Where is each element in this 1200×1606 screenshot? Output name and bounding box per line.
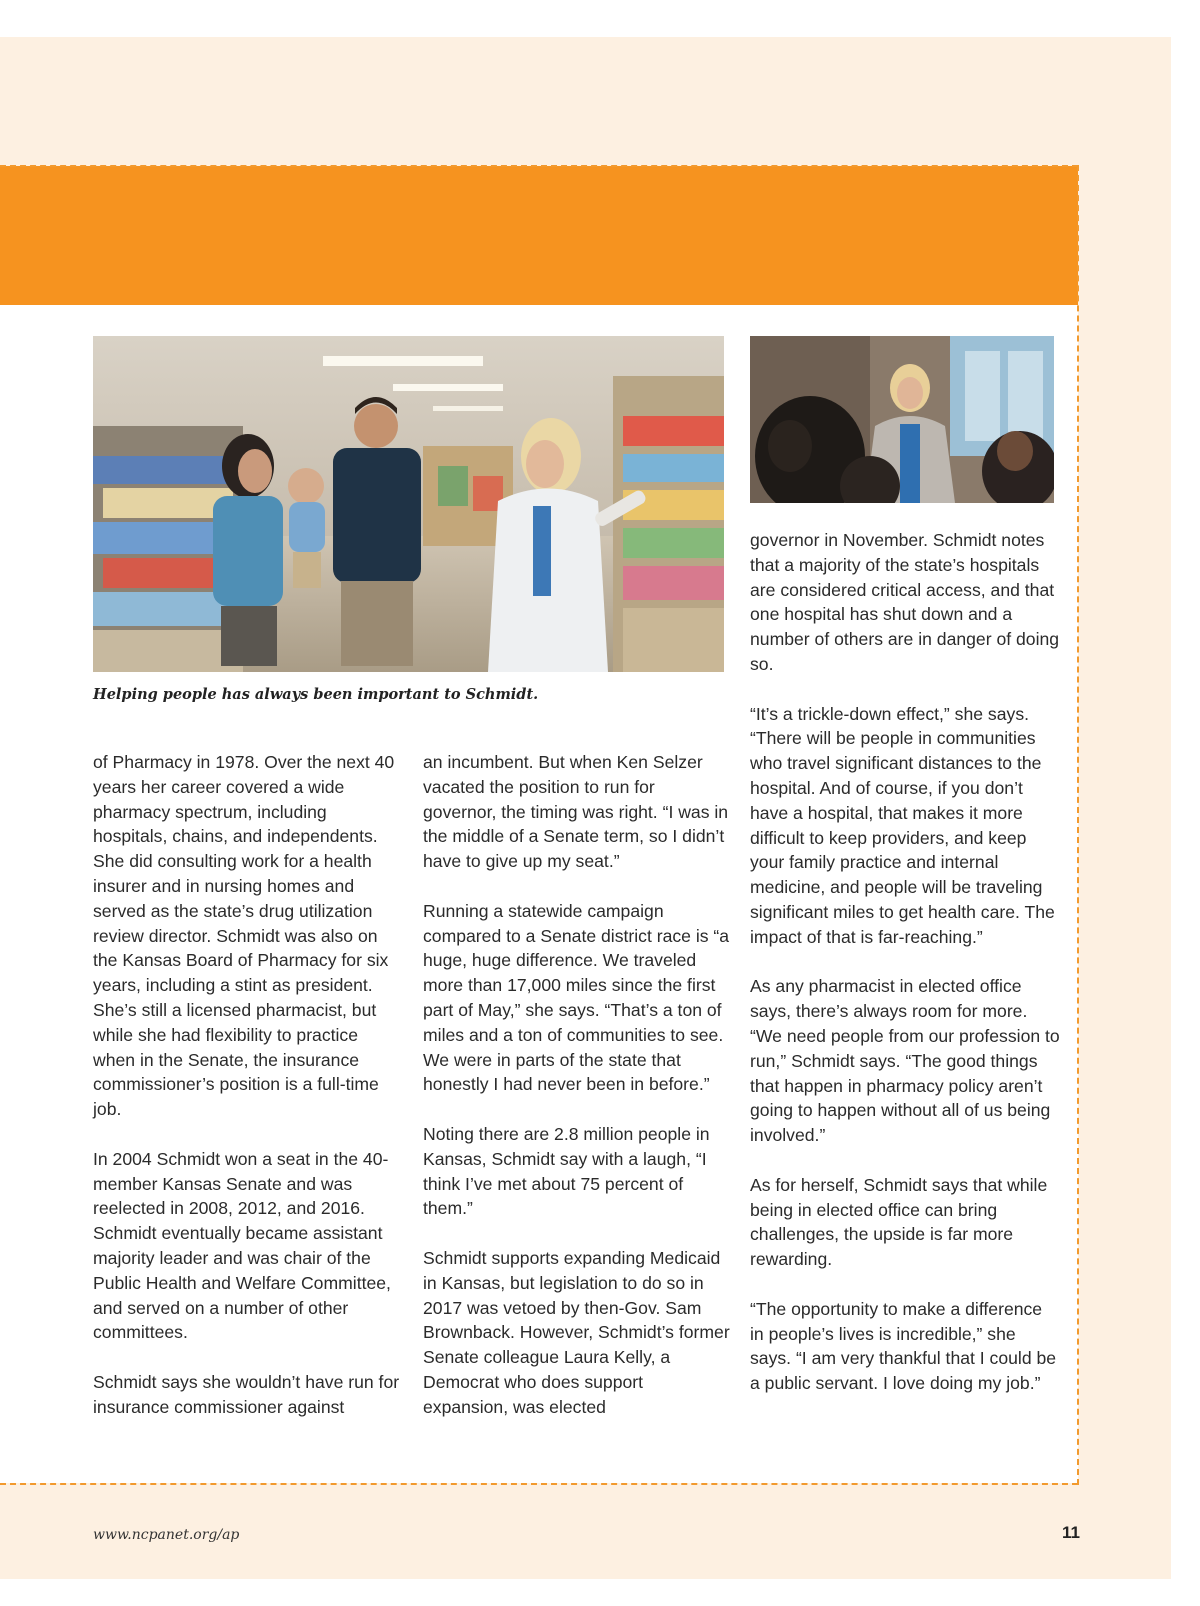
dashed-border-right: [1077, 165, 1079, 1485]
photo-caption: Helping people has always been important to Schmidt.: [93, 686, 539, 703]
pharmacy-photo: [93, 336, 724, 672]
page-number: 11: [1062, 1523, 1080, 1542]
article-column-middle: [423, 750, 733, 1420]
paragraph: Noting there are 2.8 million people in Kansas, Schmidt say with a laugh, “I think I’ve met about 75 percent of them.”: [423, 1123, 710, 1219]
article-column-left: [93, 750, 403, 1420]
paragraph: Running a statewide campaign compared to a Senate district race is “a huge, huge difference. We traveled more than 17,000 miles since the first part of May,” she says. “That’s a ton of miles and a ton of communities to see. We were in parts of the state that honestly I had never been in before.”: [423, 900, 730, 1095]
header-color-band: [0, 166, 1078, 305]
paragraph: “The opportunity to make a difference in people’s lives is incredible,” she says. “I am very thankful that I could be a public servant. I love doing my job.”: [750, 1298, 1057, 1394]
paragraph: governor in November. Schmidt notes that a majority of the state’s hospitals are considered critical access, and that one hospital has shut down and a number of others are in danger of doing so.: [750, 530, 1060, 674]
paragraph: of Pharmacy in 1978. Over the next 40 years her career covered a wide pharmacy spectrum, including hospitals, chains, and independents. She did consulting work for a health insurer and in nursing homes and served as the state’s drug utilization review director. Schmidt was also on the Kansas Board of Pharmacy for six years, including a stint as president. She’s still a licensed pharmacist, but while she had flexibility to practice when in the Senate, the insurance commissioner’s position is a full-time job.: [93, 752, 395, 1120]
paragraph: As for herself, Schmidt says that while being in elected office can bring challenges, the upside is far more rewarding.: [750, 1174, 1048, 1270]
paragraph: Schmidt says she wouldn’t have run for insurance commissioner against: [93, 1371, 400, 1417]
paragraph: an incumbent. But when Ken Selzer vacated the position to run for governor, the timing was right. “I was in the middle of a Senate term, so I didn’t have to give up my seat.”: [423, 752, 729, 872]
footer-url: www.ncpanet.org/ap: [93, 1527, 240, 1543]
dashed-border-bottom: [0, 1483, 1078, 1485]
paragraph: In 2004 Schmidt won a seat in the 40-member Kansas Senate and was reelected in 2008, 2012, and 2016. Schmidt eventually became assistant majority leader and was chair of the Public Health and Welfare Committee, and served on a number of other committees.: [93, 1148, 391, 1343]
speaking-event-photo: [750, 336, 1054, 503]
dashed-border-top: [0, 165, 1078, 167]
paragraph: As any pharmacist in elected office says, there’s always room for more. “We need people from our profession to run,” Schmidt says. “The good things that happen in pharmacy policy aren’t going to happen without all of us being involved.”: [750, 976, 1060, 1146]
paragraph: “It’s a trickle-down effect,” she says. “There will be people in communities who travel significant distances to the hospital. And of course, if you don’t have a hospital, that makes it more difficult to keep providers, and keep your family practice and internal medicine, and people will be traveling significant miles to get health care. The impact of that is far-reaching.”: [750, 703, 1055, 947]
paragraph: Schmidt supports expanding Medicaid in Kansas, but legislation to do so in 2017 was vetoed by then-Gov. Sam Brownback. However, Schmidt’s former Senate colleague Laura Kelly, a Democrat who does support expansion, was elected: [423, 1247, 730, 1417]
article-column-right: [750, 528, 1060, 1396]
